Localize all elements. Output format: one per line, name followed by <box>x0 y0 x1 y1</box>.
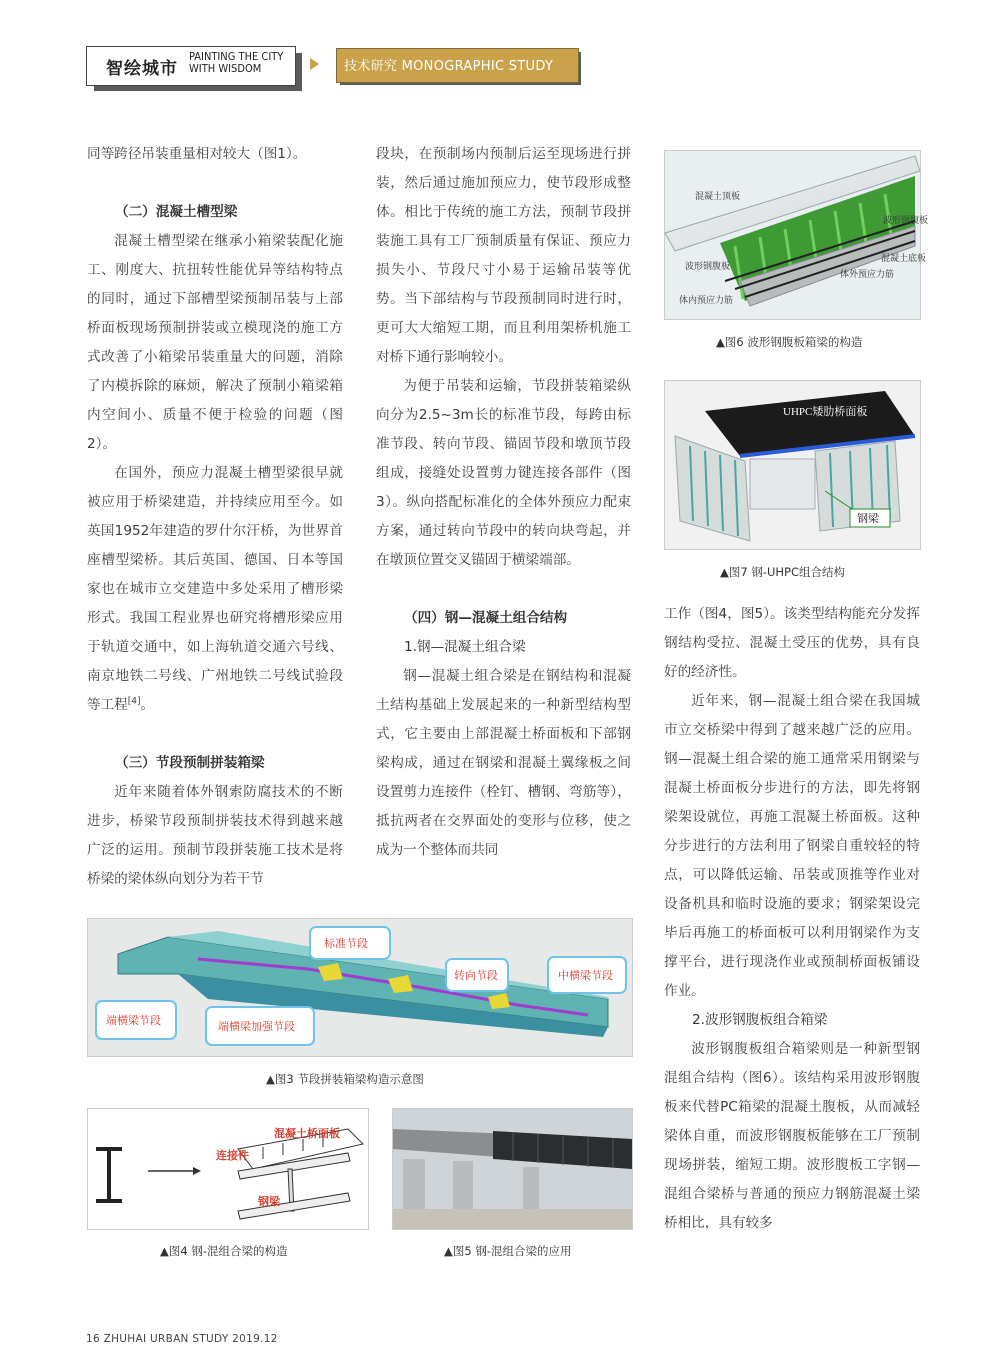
fig4-connector-label: 连接件 <box>216 1149 249 1162</box>
figure-7-drawing <box>665 381 920 549</box>
figure-6-caption: ▲图6 波形钢腹板箱梁的构造 <box>716 335 863 349</box>
fig7-steel-label: 钢梁 <box>857 512 879 525</box>
brand-subtitle-line2: WITH WISDOM <box>189 62 262 75</box>
fig3-label: 端横梁节段 <box>106 1014 161 1027</box>
play-arrow-icon <box>310 58 319 70</box>
paragraph: 波形钢腹板组合箱梁则是一种新型钢混组合结构（图6）。该结构采用波形钢腹板来代替PC箱梁的混凝土腹板，从而减轻梁体自重，而波形钢腹板能够在工厂预制现场拼装，缩短工期。波形腹板工字钢—混组合梁桥与普通的预应力钢筋混凝土梁桥相比，具有较多 <box>664 1041 920 1231</box>
paragraph-end: 。 <box>140 697 155 713</box>
figure-4-drawing <box>88 1109 368 1229</box>
heading-trough-beam: （二）混凝土槽型梁 <box>115 204 238 220</box>
text-column-1 <box>87 140 343 894</box>
figure-5-composite-beam-photo <box>392 1108 633 1230</box>
section-label: 技术研究 MONOGRAPHIC STUDY <box>344 59 554 74</box>
figure-6-drawing <box>665 151 929 319</box>
fig4-steel-label: 钢梁 <box>258 1195 280 1208</box>
callout-standard-segment <box>310 927 390 959</box>
paragraph: 近年来随着体外钢索防腐技术的不断进步，桥梁节段预制拼装技术得到越来越广泛的运用。预制节段拼装施工技术是将桥梁的梁体纵向划分为若干节 <box>87 784 343 887</box>
i-beam-icon <box>96 1147 122 1203</box>
fig3-label: 标准节段 <box>324 937 368 950</box>
brand-subtitle <box>189 51 283 75</box>
text-column-2 <box>376 140 631 865</box>
fig6-label: 波形钢腹板 <box>685 262 731 272</box>
paragraph: 为便于吊装和运输，节段拼装箱梁纵向分为2.5~3m长的标准节段，每跨由标准节段、转向节段、锚固节段和墩顶节段组成，接缝处设置剪力键连接各部件（图3）。纵向搭配标准化的全体外预应力配束方案，通过转向节段中的转向块弯起，并在墩顶位置交叉锚固于横梁端部。 <box>376 378 631 568</box>
callout-end-reinforced-segment <box>206 1007 314 1045</box>
brand-title: 智绘城市 <box>106 59 178 79</box>
callout-mid-diaphragm-segment <box>548 957 626 993</box>
paragraph: 钢—混凝土组合梁是在钢结构和混凝土结构基础上发展起来的一种新型结构型式，它主要由上部混凝土桥面板和下部钢梁构成，通过在钢梁和混凝土翼缘板之间设置剪力连接件（栓钉、槽钢、弯筋等），抵抗两者在交界面处的变形与位移，使之成为一个整体而共同 <box>376 668 631 858</box>
callout-deviator-segment <box>446 959 508 991</box>
figure-7-steel-uhpc <box>664 380 921 550</box>
paragraph: 同等跨径吊装重量相对较大（图1）。 <box>87 146 307 162</box>
fig6-label: 混凝土顶板 <box>695 192 741 202</box>
paragraph: 混凝土槽型梁在继承小箱梁装配化施工、刚度大、抗扭转性能优异等结构特点的同时，通过下部槽型梁预制吊装与上部桥面板现场预制拼装或立模现浇的施工方式改善了小箱梁吊装重量大的问题，消除了内模拆除的麻烦，解决了预制小箱梁箱内空间小、质量不便于检验的问题（图2）。 <box>87 233 343 452</box>
figure-4-caption: ▲图4 钢-混组合梁的构造 <box>160 1244 288 1258</box>
figure-4-composite-beam-structure <box>87 1108 369 1230</box>
heading-corrugated-web: 2.波形钢腹板组合箱梁 <box>692 1012 828 1028</box>
figure-3-drawing <box>88 919 632 1056</box>
paragraph: 工作（图4，图5）。该类型结构能充分发挥钢结构受拉、混凝土受压的优势，具有良好的经济性。 <box>664 606 920 680</box>
paragraph: 段块，在预制场内预制后运至现场进行拼装，然后通过施加预应力，使节段形成整体。相比于传统的施工方法，预制节段拼装施工具有工厂预制质量有保证、预应力损失小、节段尺寸小易于运输吊装等优势。当下部结构与节段预制同时进行时，更可大大缩短工期，而且利用架桥机施工对桥下通行影响较小。 <box>376 146 631 365</box>
fig6-label: 体外预应力筋 <box>840 270 895 280</box>
paragraph <box>87 459 343 720</box>
fig4-deck-label: 混凝土桥面板 <box>274 1127 340 1140</box>
fig6-label: 波形钢腹板 <box>883 216 929 226</box>
fig6-label: 混凝土底板 <box>881 254 927 264</box>
brand-subtitle-line1: PAINTING THE CITY <box>189 50 284 63</box>
heading-segmental-box: （三）节段预制拼装箱梁 <box>115 755 265 771</box>
fig3-label: 端横梁加强节段 <box>218 1020 295 1033</box>
fig3-label: 中横梁节段 <box>558 969 613 982</box>
figure-5-drawing <box>393 1109 632 1229</box>
heading-steel-concrete: （四）钢—混凝土组合结构 <box>404 610 568 626</box>
fig6-label: 体内预应力筋 <box>679 296 734 306</box>
fig7-deck-label: UHPC矮肋桥面板 <box>783 406 868 418</box>
heading-composite-beam: 1.钢—混凝土组合梁 <box>404 639 526 655</box>
paragraph-text: 在国外，预应力混凝土槽型梁很早就被应用于桥梁建造，并持续应用至今。如英国1952年建造的罗什尔汗桥，为世界首座槽型梁桥。其后英国、德国、日本等国家也在城市立交建造中多处采用了槽形梁形式。我国工程业界也研究将槽形梁应用于轨道交通中，如上海轨道交通六号线、南京地铁二号线、广州地铁二号线试验段等工程 <box>87 465 343 713</box>
figure-7-caption: ▲图7 钢-UHPC组合结构 <box>720 565 845 579</box>
figure-5-caption: ▲图5 钢-混组合梁的应用 <box>444 1244 572 1258</box>
paragraph: 近年来，钢—混凝土组合梁在我国城市立交桥梁中得到了越来越广泛的应用。钢—混凝土组合梁的施工通常采用钢梁与混凝土桥面板分步进行的方法，即先将钢梁架设就位，再施工混凝土桥面板。这种分步进行的方法利用了钢梁自重较轻的特点，可以降低运输、吊装或顶推等作业对设备机具和临时设施的要求；钢梁架设完毕后再施工的桥面板可以利用钢梁作为支撑平台，进行现浇作业或预制桥面板铺设作业。 <box>664 693 920 999</box>
callout-end-diaphragm-segment <box>96 1001 176 1039</box>
reference-mark: [4] <box>127 696 141 707</box>
text-column-3 <box>664 600 920 1238</box>
fig3-label: 转向节段 <box>454 969 498 982</box>
page-footer: 16 ZHUHAI URBAN STUDY 2019.12 <box>86 1333 278 1345</box>
figure-6-corrugated-box-girder <box>664 150 929 320</box>
figure-3-caption: ▲图3 节段拼装箱梁构造示意图 <box>266 1072 424 1086</box>
figure-3-segmental-box-girder <box>87 918 633 1057</box>
